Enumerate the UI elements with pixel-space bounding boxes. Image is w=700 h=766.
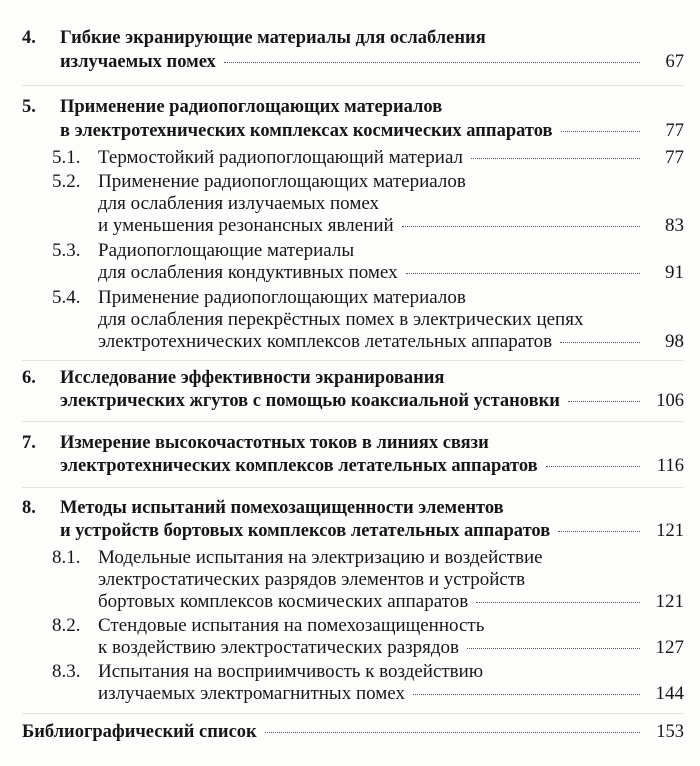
dot-leader (558, 531, 640, 532)
chapter-title: и устройств бортовых комплексов летательных аппаратов (60, 521, 551, 541)
page-number: 121 (655, 591, 684, 612)
dot-leader (224, 62, 640, 63)
toc-section-5-2-line-3 (98, 214, 684, 238)
toc-section-8-2-line-2 (98, 636, 684, 660)
divider (22, 360, 684, 361)
page-number: 127 (655, 637, 684, 658)
section-title: Термостойкий радиопоглощающий материал (98, 147, 464, 168)
page-number: 83 (665, 215, 684, 236)
dot-leader (467, 648, 640, 649)
toc-section-5-1 (52, 146, 684, 170)
section-title: Стендовые испытания на помехозащищенность (98, 615, 485, 636)
section-title: и уменьшения резонансных явлений (98, 215, 394, 236)
section-number: 5.4. (52, 287, 81, 308)
page-number: 144 (655, 683, 684, 704)
toc-chapter-7-line-2 (60, 454, 684, 478)
dot-leader (568, 401, 640, 402)
toc-section-5-3-line-2 (98, 261, 684, 285)
dot-leader (546, 466, 640, 467)
dot-leader (406, 273, 640, 274)
toc-chapter-4-line-1 (22, 26, 486, 50)
chapter-title: электротехнических комплексов летательных аппаратов (60, 456, 538, 476)
toc-chapter-8-line-1 (22, 496, 504, 520)
dot-leader (476, 602, 640, 603)
section-title: Испытания на восприимчивость к воздействию (98, 661, 484, 682)
section-number: 5.1. (52, 147, 81, 168)
toc-chapter-5-line-2 (60, 119, 684, 143)
toc-section-5-4-line-2 (98, 308, 583, 332)
chapter-number: 8. (22, 498, 36, 518)
toc-bibliography (22, 720, 684, 744)
toc-section-8-3-line-1 (52, 660, 483, 684)
toc-chapter-6-line-2 (60, 389, 684, 413)
dot-leader (265, 732, 640, 733)
divider (22, 713, 684, 714)
toc-chapter-6-line-1 (22, 366, 444, 390)
toc-section-5-2-line-2 (98, 192, 379, 216)
toc-section-8-3-line-2 (98, 682, 684, 706)
bibliography-title: Библиографический список (22, 722, 257, 742)
page-number: 116 (656, 456, 684, 476)
dot-leader (402, 226, 640, 227)
page-number: 121 (656, 521, 684, 541)
section-title: Применение радиопоглощающих материалов (98, 171, 466, 192)
chapter-number: 6. (22, 368, 36, 388)
page-number: 106 (656, 391, 684, 411)
toc-chapter-4-line-2 (60, 50, 684, 74)
section-title: Радиопоглощающие материалы (98, 240, 355, 261)
chapter-number: 4. (22, 28, 36, 48)
section-title: излучаемых электромагнитных помех (98, 683, 405, 704)
toc-section-5-4-line-3 (98, 330, 684, 354)
page-number: 77 (665, 147, 684, 168)
toc-section-8-1-line-3 (98, 590, 684, 614)
chapter-title: Измерение высокочастотных токов в линиях связи (60, 433, 489, 453)
toc-section-5-3-line-1 (52, 239, 354, 263)
section-number: 8.3. (52, 661, 81, 682)
divider (22, 487, 684, 488)
chapter-title: Гибкие экранирующие материалы для ослабления (60, 28, 486, 48)
section-number: 8.2. (52, 615, 81, 636)
section-title: к воздействию электростатических разрядов (98, 637, 460, 658)
page-number: 91 (665, 262, 684, 283)
chapter-title: Применение радиопоглощающих материалов (60, 97, 443, 117)
dot-leader (471, 158, 640, 159)
section-title: для ослабления излучаемых помех (98, 193, 380, 214)
dot-leader (413, 694, 640, 695)
chapter-number: 7. (22, 433, 36, 453)
page-number: 153 (656, 722, 684, 742)
toc-chapter-8-line-2 (60, 519, 684, 543)
page-number: 77 (665, 121, 684, 141)
section-title: Модельные испытания на электризацию и воздействие (98, 547, 543, 568)
page-number: 98 (665, 331, 684, 352)
section-number: 5.3. (52, 240, 81, 261)
section-title: Применение радиопоглощающих материалов (98, 287, 466, 308)
toc-chapter-7-line-1 (22, 431, 489, 455)
toc-section-5-2-line-1 (52, 170, 466, 194)
chapter-number: 5. (22, 97, 36, 117)
page-number: 67 (665, 52, 684, 72)
chapter-title: электрических жгутов с помощью коаксиальной установки (60, 391, 560, 411)
section-title: бортовых комплексов космических аппаратов (98, 591, 469, 612)
chapter-title: излучаемых помех (60, 52, 216, 72)
divider (22, 85, 684, 86)
toc-section-8-1-line-2 (98, 568, 525, 592)
dot-leader (560, 342, 640, 343)
section-title: для ослабления кондуктивных помех (98, 262, 398, 283)
dot-leader (561, 131, 641, 132)
toc-section-5-4-line-1 (52, 286, 466, 310)
toc-section-8-1-line-1 (52, 546, 543, 570)
toc-chapter-5-line-1 (22, 95, 442, 119)
section-title: электротехнических комплексов летательных аппаратов (98, 331, 553, 352)
section-number: 8.1. (52, 547, 81, 568)
chapter-title: Методы испытаний помехозащищенности элементов (60, 498, 504, 518)
chapter-title: Исследование эффективности экранирования (60, 368, 445, 388)
section-title: электростатических разрядов элементов и устройств (98, 569, 526, 590)
toc-section-8-2-line-1 (52, 614, 484, 638)
chapter-title: в электротехнических комплексах космических аппаратов (60, 121, 553, 141)
divider (22, 421, 684, 422)
section-title: для ослабления перекрёстных помех в электрических цепях (98, 309, 584, 330)
section-number: 5.2. (52, 171, 81, 192)
